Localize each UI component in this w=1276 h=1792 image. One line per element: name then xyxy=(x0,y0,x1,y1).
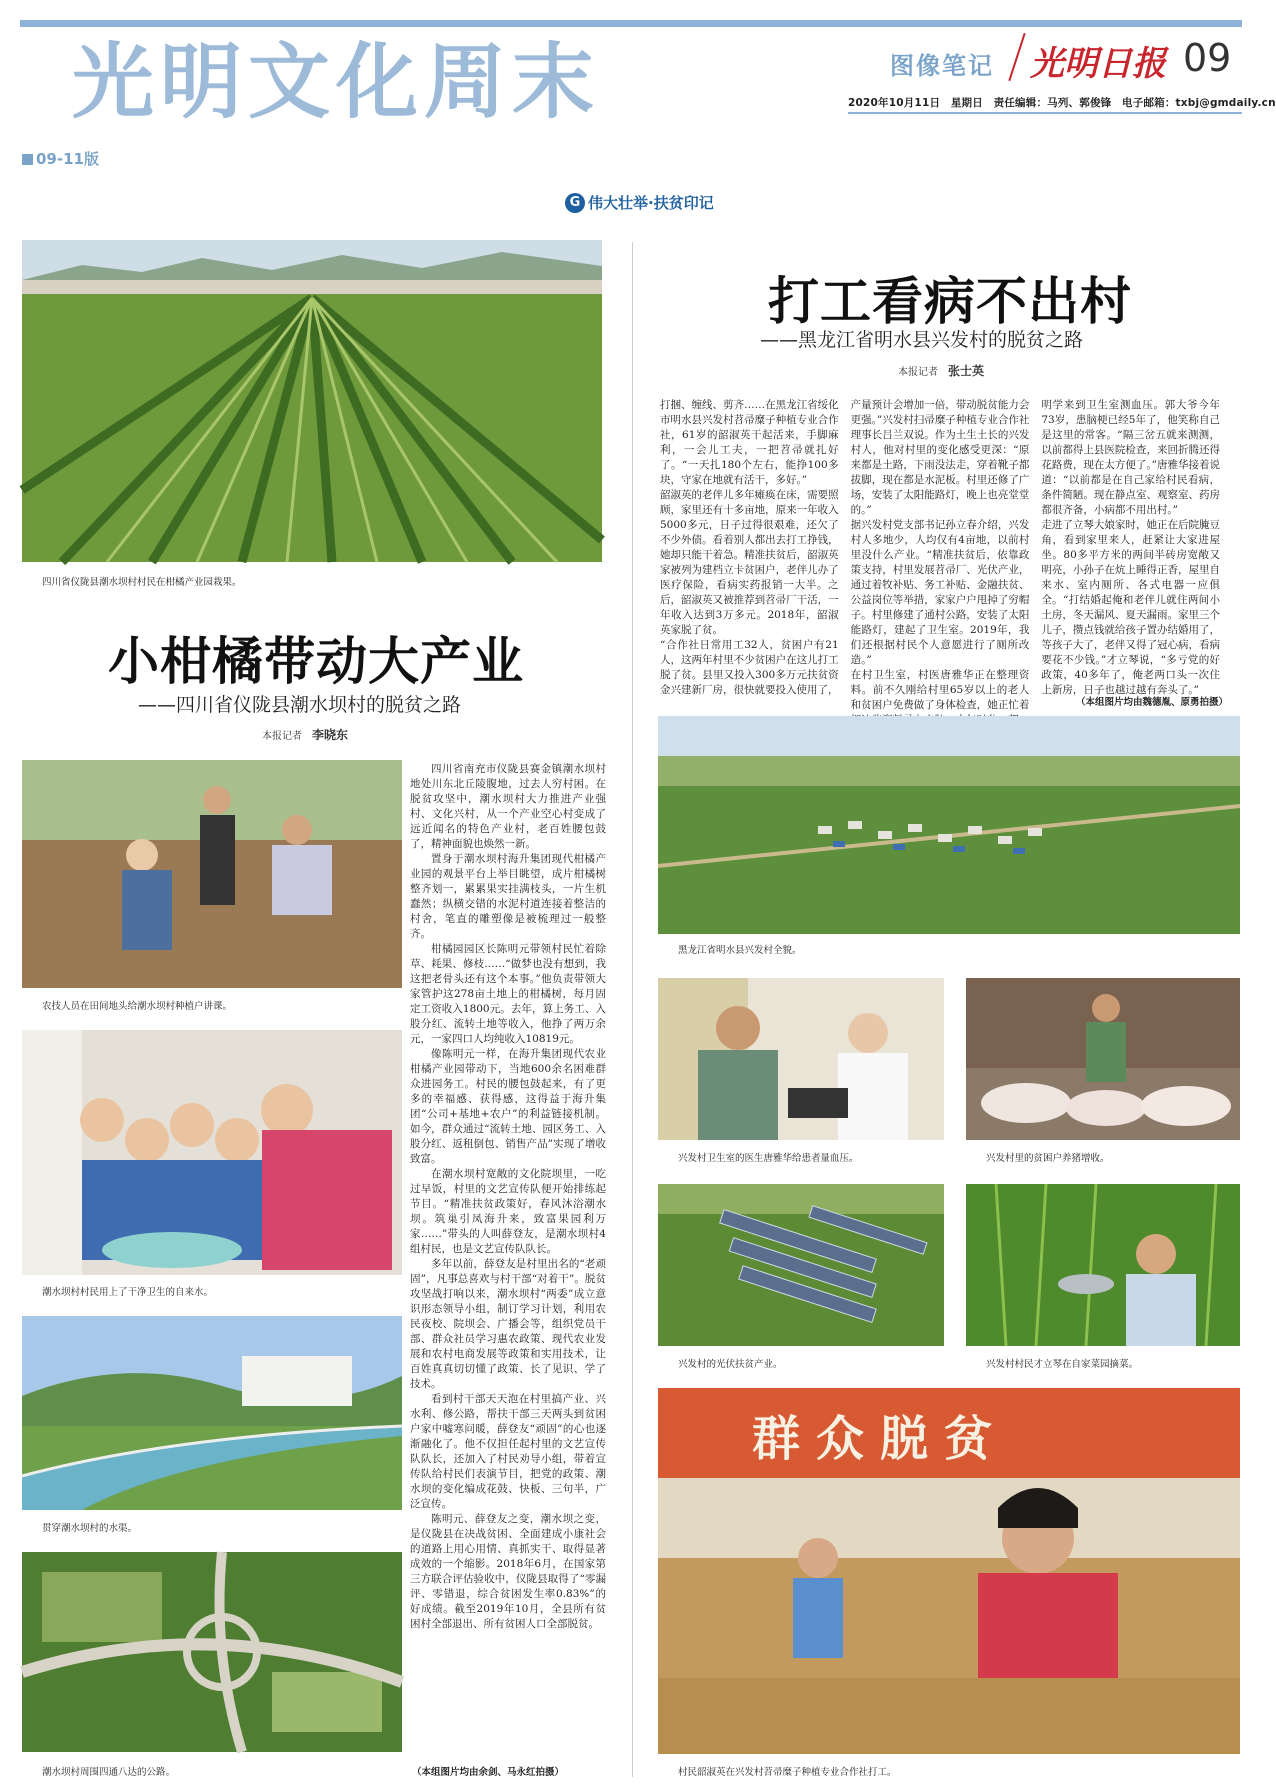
left-paragraph: 陈明元、薛登友之变，潮水坝之变，是仪陇县在决战贫困、全面建成小康社会的道路上用心用情、真抓实干、取得显著成效的一个缩影。2018年6月，在国家第三方联合评估验收中，仪陇县取得了“零漏评、零错退，综合贫困发生率0.83%”的好成绩。截至2019年10月，全县所有贫困村全部退出、所有贫困人口全部脱贫。 xyxy=(410,1513,606,1630)
left-subtitle: ——四川省仪陇县潮水坝村的脱贫之路 xyxy=(138,694,462,716)
caption-lecture: 农技人员在田间地头给潮水坝村种植户讲课。 xyxy=(42,1001,233,1012)
right-column-2: 产量预计会增加一倍，带动脱贫能力会更强。”兴发村扫帚糜子种植专业合作社理事长吕兰双说。作为土生土长的兴发村人，他对村里的变化感受更深：“原来都是土路，下雨没法走，穿着靴子都拔脚，现在都是水泥板。村里还修了广场，安装了太阳能路灯，晚上也亮堂堂的。” 据兴发村党支部书记孙立春介绍，兴发村人多地少，人均仅有4亩地，以前村里没什么产业。“精准扶贫后，依靠政策支持，村里发展苕帚厂、光伏产业，通过着牧补贴、务工补贴、金融扶贫、公益岗位等举措，家家户户甩掉了穷帽子。村里修建了通村公路，安装了太阳能路灯，建起了卫生室。2019年，我们还根据村民个人意愿进行了厕所改造。” 在村卫生室，村医唐雅华正在整理资料。前不久刚给村里65岁以上的老人和贫困户免费做了身体检查，她正忙着 xyxy=(850,399,1030,711)
orchard-photo xyxy=(22,240,602,562)
aerial-photo xyxy=(658,716,1240,934)
info-line: 2020年10月11日 星期日 责任编辑：马列、郭俊锋 电子邮箱：txbj@gmdaily.cn xyxy=(848,97,1276,109)
caption-canal: 贯穿潮水坝村的水渠。 xyxy=(42,1523,138,1534)
section-range: 09-11版 xyxy=(22,148,99,169)
solar-photo xyxy=(658,1184,944,1346)
caption-water: 潮水坝村村民用上了干净卫生的自来水。 xyxy=(42,1287,214,1298)
left-title: 小柑橘带动大产业 xyxy=(108,632,525,692)
caption-pigs: 兴发村里的贫困户养猪增收。 xyxy=(986,1153,1110,1164)
right-byline: 本报记者 张士英 xyxy=(898,364,985,378)
banner-text: 群众脱贫 xyxy=(752,1411,1009,1467)
square-icon xyxy=(22,154,33,165)
clinic-photo xyxy=(658,978,944,1140)
rubric: G 伟大壮举·扶贫印记 xyxy=(565,192,714,213)
header-rule xyxy=(848,112,1242,114)
beans-photo xyxy=(966,1184,1240,1346)
water-photo xyxy=(22,1030,402,1275)
right-column-3: 明学来到卫生室测血压。郭大爷今年73岁，患脑梗已经5年了，他笑称自己是这里的常客。“隔三岔五就来测测，以前都得上县医院检查，来回折腾还得花路费，现在太方便了。”唐雅华接着说道：“以前都是在自己家给村民看病，条件简陋。现在静点室、观察室、药房都很齐备，小病都不用出村。” 走进了立琴大娘家时，她正在后院腌豆角，看到家里来人，赶紧让大家进屋坐。80多平方米的两间半砖房宽敞又明亮，小孙子在炕上睡得正香，屋里自来水、室内厕所、各式电器一应俱全。“打结婚起俺和老伴儿就住两间小土房，冬天漏风、夏天漏雨。家里三个儿子，攒点钱就给孩子置办结婚用了，等孩子大了，老伴又得了冠心病，看病要花不少钱。”才立琴说，“多亏党的好政策，40多年了，俺老两口头一次住上新房，日子也越过越有奔头了。” xyxy=(1041,399,1221,696)
lecture-photo xyxy=(22,760,402,988)
masthead: 光明文化周末 xyxy=(72,35,601,130)
left-paragraph: 柑橘园园区长陈明元带领村民忙着除草、耗果、修枝……“做梦也没有想到，我这把老骨头还有这个本事。”他负责带领大家管护这278亩土地上的柑橘树，每月固定工资收入1800元。去年，算上务工、入股分红、流转土地等收入，他挣了两万余元，一家四口人均纯收入10819元。 xyxy=(410,943,606,1045)
caption-road: 潮水坝村周围四通八达的公路。 xyxy=(42,1767,176,1778)
caption-clinic: 兴发村卫生室的医生唐雅华给患者量血压。 xyxy=(678,1153,859,1164)
caption-aerial: 黑龙江省明水县兴发村全貌。 xyxy=(678,945,802,956)
right-column-1: 打捆、缠线、剪齐……在黑龙江省绥化市明水县兴发村苕帚糜子种植专业合作社，61岁的韶淑英干起活来，手脚麻利，一会儿工夫，一把苕帚就扎好了。“一天扎180个左右，能挣100多块，守家在地就有活干，多好。” 韶淑英的老伴儿多年瘫痪在床，需要照顾，家里还有十多亩地，原来一年收入5000多元，日子过得很艰难，还欠了不少外债。看着别人都出去打工挣钱，她却只能干着急。精准扶贫后，韶淑英家被列为建档立卡贫困户，老伴儿办了医疗保险，看病实药报销一大半。之后，韶淑英又被推荐到苕帚厂干活，一年收入达到3万多元。2018年，韶淑英家脱了贫。 “合作社日常用工32人，贫困户有21人，这两年村里不少贫困户在这儿打工脱了贫。县里又投入300多万元扶贫资金兴建新厂房，很快就要投入使用了， xyxy=(660,399,839,696)
caption-beans: 兴发村村民才立琴在自家菜园摘菜。 xyxy=(986,1359,1139,1370)
left-paragraph: 在潮水坝村宽敞的文化院坝里，一吃过早饭，村里的文艺宣传队便开始排练起节目。“精准扶贫政策好，春风沐浴潮水坝。筑巢引凤海升来，致富果园利万家……”带头的人叫薛登友，是潮水坝村4组村民，也是文艺宣传队队长。 xyxy=(410,1168,606,1255)
right-title: 打工看病不出村 xyxy=(768,272,1133,332)
road-photo xyxy=(22,1552,402,1752)
right-subtitle: ——黑龙江省明水县兴发村的脱贫之路 xyxy=(760,329,1084,351)
pigs-photo xyxy=(966,978,1240,1140)
left-paragraph: 看到村干部天天泡在村里搞产业、兴水利、修公路，帮扶干部三天两头到贫困户家中嘘寒问暖，薛登友“顽固”的心也逐渐融化了。他不仅担任起村里的文艺宣传队队长，还加入了村民劝导小组，带着宣传队给村民们表演节目，把党的政策、潮水坝的变化编成花鼓、快板、三句半，广泛宣传。 xyxy=(410,1393,606,1510)
left-byline: 本报记者 李晓东 xyxy=(262,728,349,742)
left-paragraph: 像陈明元一样，在海升集团现代农业柑橘产业园带动下，当地600余名困难群众进园务工。村民的腰包鼓起来，有了更多的幸福感、获得感，这得益于海升集团“公司+基地+农户”的利益链接机制。如今，群众通过“流转土地、园区务工、入股分红、返租倒包、销售产品”实现了增收致富。 xyxy=(410,1048,606,1165)
g-logo-icon: G xyxy=(565,193,585,213)
right-credit: （本组图片均由魏德胤、原勇拍摄） xyxy=(1076,697,1229,708)
page-number: 09 xyxy=(1183,36,1232,80)
left-paragraph: 多年以前，薛登友是村里出名的“老顽固”，凡事总喜欢与村干部“对着干”。脱贫攻坚战打响以来，潮水坝村“两委”成立意识形态领导小组，制订学习计划，利用农民夜校、院坝会、广播会等，组织党员干部、群众社员学习惠农政策、现代农业发展和农村电商发展等政策和实用技术，让百姓真真切切懂了政策、长了见识、学了技术。 xyxy=(410,1258,606,1390)
caption-workshop: 村民韶淑英在兴发村苕帚糜子种植专业合作社打工。 xyxy=(678,1767,897,1778)
left-paragraph: 四川省南充市仪陇县赛金镇潮水坝村地处川东北丘陵腹地，过去人穷村困。在脱贫攻坚中，潮水坝村大力推进产业强村、文化兴村，从一个产业空心村变成了远近闻名的特色产业村，老百姓腰包鼓了，精神面貌也焕然一新。 xyxy=(410,763,606,850)
caption-orchard: 四川省仪陇县潮水坝村村民在柑橘产业园栽果。 xyxy=(42,577,242,588)
left-article-body xyxy=(410,762,606,1762)
caption-solar: 兴发村的光伏扶贫产业。 xyxy=(678,1359,783,1370)
left-credit: （本组图片均由余剑、马永红拍摄） xyxy=(412,1767,565,1778)
paper-logo: 光明日报 xyxy=(1030,44,1166,84)
logo-divider xyxy=(1008,33,1025,81)
column-divider xyxy=(632,242,633,1777)
column-name: 图像笔记 xyxy=(890,52,994,80)
canal-photo xyxy=(22,1316,402,1510)
left-paragraph: 置身于潮水坝村海升集团现代柑橘产业园的观景平台上举目眺望，成片柑橘树整齐划一，累累果实挂满枝头，一片生机蠢然；纵横交错的水泥村道连接着整洁的村舍，笔直的雕塑像是被梳理过一般整齐。 xyxy=(410,853,606,940)
top-rule xyxy=(20,20,1242,27)
